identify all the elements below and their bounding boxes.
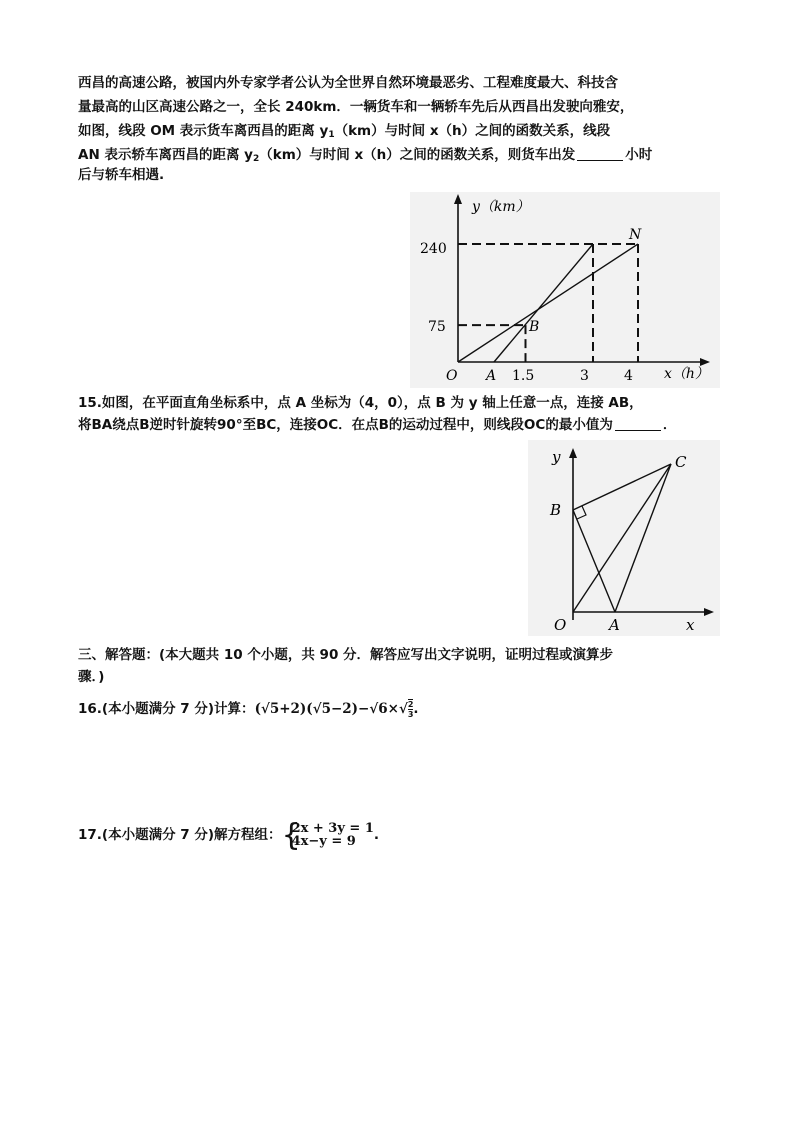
q16-expression: (√5+2)(√5−2)−√6×√ xyxy=(254,701,408,717)
point-a-label: A xyxy=(486,368,497,384)
point-a2-label: A xyxy=(609,616,620,634)
q17-eq-1: 2x + 3y = 1 xyxy=(291,821,374,836)
q14-line-1: 西昌的高速公路，被国内外专家学者公认为全世界自然环境最恶劣、工程难度最大、科技含 xyxy=(78,75,618,91)
point-b2-label: B xyxy=(550,501,562,519)
x-tick-3: 3 xyxy=(580,368,589,384)
y-axis-2-label: y xyxy=(552,448,561,466)
q16-prefix: 16.(本小题满分 7 分)计算： xyxy=(78,701,255,717)
q17-prefix: 17.(本小题满分 7 分)解方程组： xyxy=(78,827,282,843)
q14-answer-blank[interactable] xyxy=(577,146,623,161)
q14-line-5: 后与轿车相遇. xyxy=(78,167,165,183)
y-tick-75: 75 xyxy=(428,319,446,335)
q14-line-4 xyxy=(78,144,652,170)
origin-2-label: O xyxy=(554,616,567,634)
section-3-line-2: 骤．) xyxy=(78,669,105,685)
point-b-label: B xyxy=(529,319,540,335)
q14-line-2: 量最高的山区高速公路之一，全长 240km．一辆货车和一辆轿车先后从西昌出发驶向雅安， xyxy=(78,99,634,115)
q14-line-4-c: 小时 xyxy=(625,147,653,163)
section-3-line-1: 三、解答题：(本大题共 10 个小题，共 90 分．解答应写出文字说明，证明过程或演算步 xyxy=(78,647,614,663)
point-n-label: N xyxy=(629,227,642,243)
q14-line-4-b: （km）与时间 x（h）之间的函数关系，则货车出发 xyxy=(259,147,576,163)
q14-graph xyxy=(410,192,720,388)
q14-line-3 xyxy=(78,120,610,146)
graph2-background xyxy=(528,440,720,636)
q17-brace: { xyxy=(281,818,301,853)
origin-label: O xyxy=(446,368,458,384)
x-axis-2-label: x xyxy=(686,616,695,634)
q17-eq-2: 4x−y = 9 xyxy=(291,834,356,849)
q14-line-4-a: AN 表示轿车离西昌的距离 y xyxy=(78,147,253,163)
y-tick-240: 240 xyxy=(420,241,447,257)
q17-system xyxy=(281,818,374,853)
q14-sub-1: 1 xyxy=(328,130,335,140)
point-c-label: C xyxy=(675,453,687,471)
x-axis-label: x（h） xyxy=(664,366,709,382)
q14-sub-2: 2 xyxy=(252,154,260,164)
q15-answer-blank[interactable] xyxy=(615,416,661,431)
x-tick-4: 4 xyxy=(624,368,633,384)
q15-line-2 xyxy=(78,414,676,436)
q17-suffix: . xyxy=(373,827,380,843)
q15-graph xyxy=(528,440,720,636)
x-tick-1-5: 1.5 xyxy=(512,368,535,384)
q15-line-1: 15.如图，在平面直角坐标系中，点 A 坐标为（4，0），点 B 为 y 轴上任意一点，连接 AB， xyxy=(78,395,643,411)
q16-frac-num: 2 xyxy=(407,700,414,709)
q14-line-3-b: （km）与时间 x（h）之间的函数关系，线段 xyxy=(334,123,611,139)
q15-line-2-a: 将BA绕点B逆时针旋转90°至BC，连接OC．在点B的运动过程中，则线段OC的最小值为 xyxy=(78,417,613,433)
graph-background xyxy=(410,192,720,388)
q16-suffix: . xyxy=(413,701,419,717)
q17-line xyxy=(78,818,380,853)
q16-frac-den: 3 xyxy=(407,710,414,719)
q15-line-2-b: ． xyxy=(662,417,677,433)
q16-line xyxy=(78,698,419,720)
y-axis-label: y（km） xyxy=(472,199,530,215)
q14-line-3-a: 如图，线段 OM 表示货车离西昌的距离 y xyxy=(78,123,329,139)
